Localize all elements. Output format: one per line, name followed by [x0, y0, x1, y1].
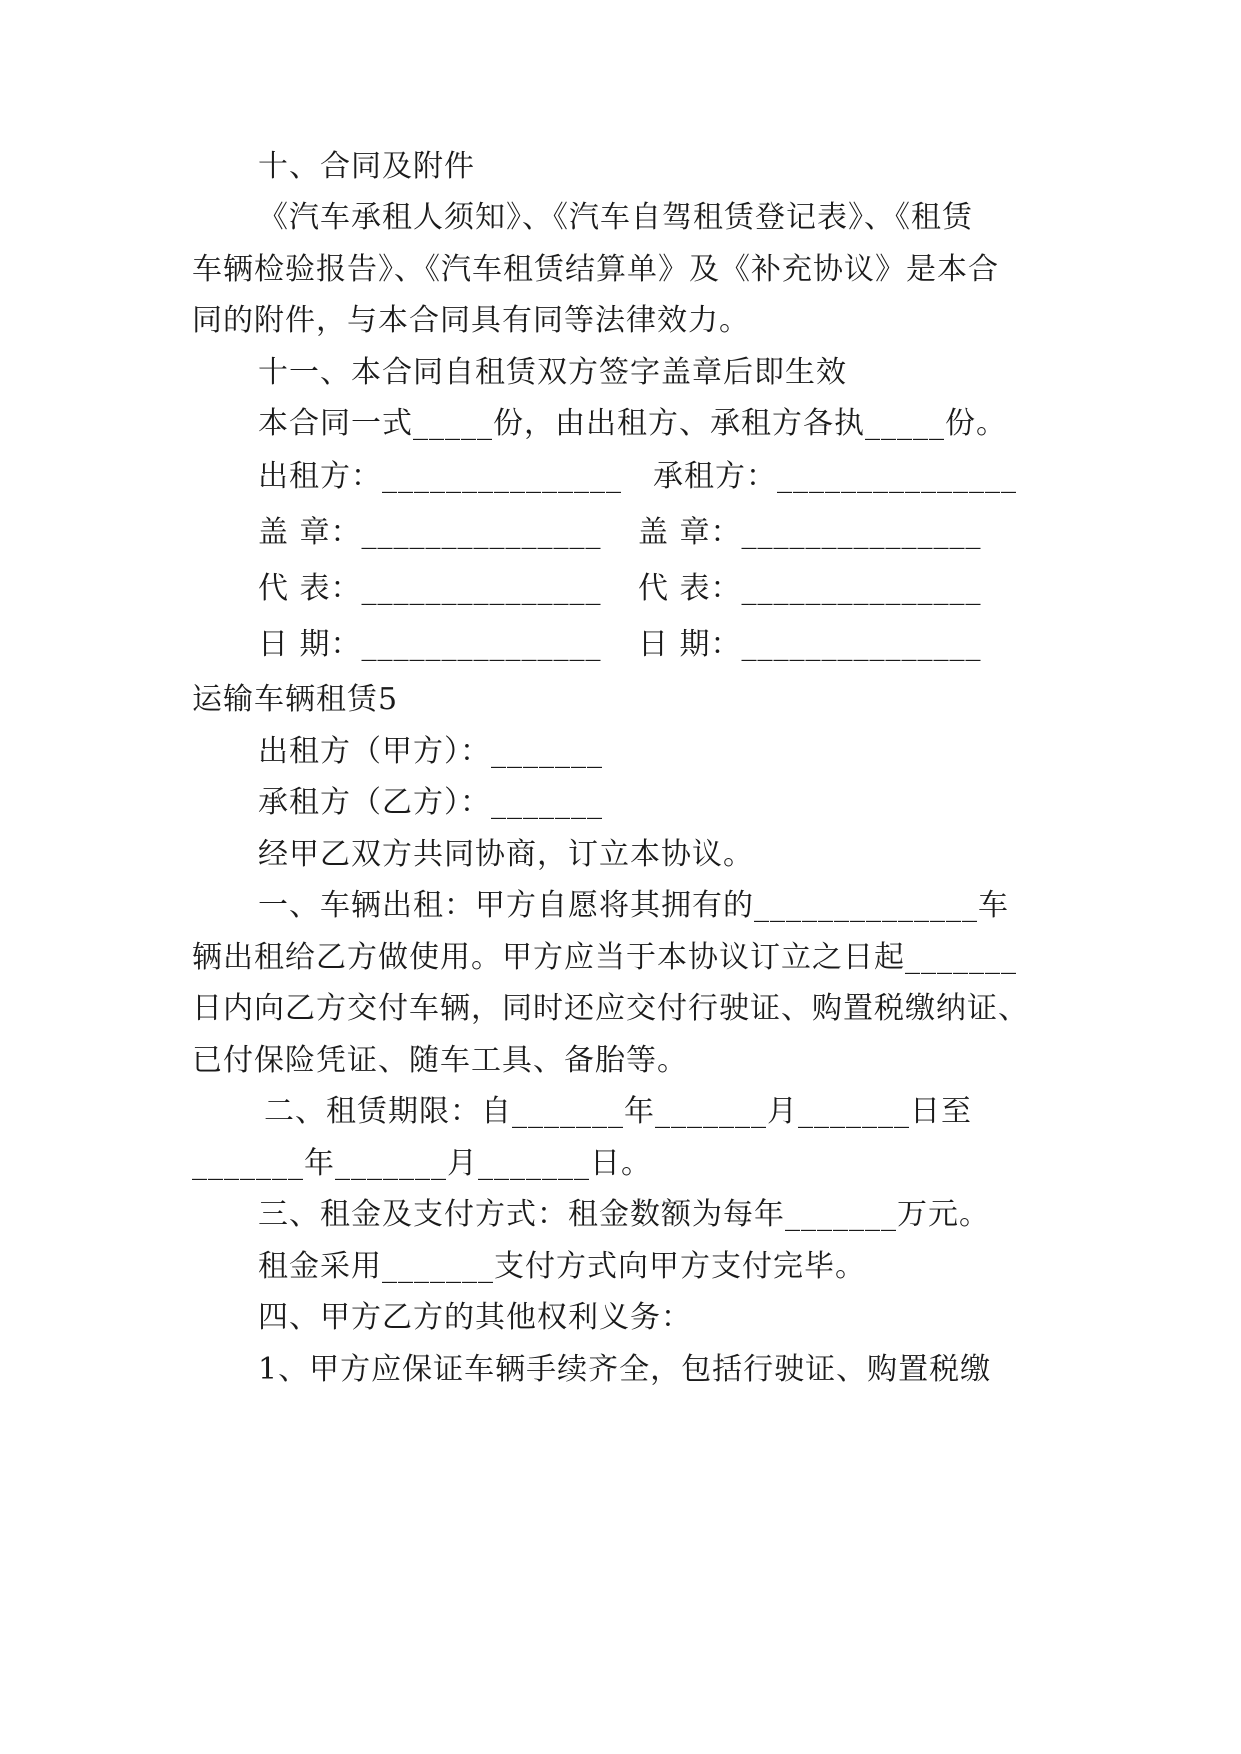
document-title: 运输车辆租赁5 — [192, 682, 399, 717]
signature-rep-left: 代 表：_______________ — [258, 571, 602, 606]
signature-lessee: 承租方：_______________ — [653, 459, 1017, 494]
signature-date-right: 日 期：_______________ — [638, 627, 982, 662]
paragraph-line: 同的附件，与本合同具有同等法律效力。 — [192, 303, 750, 338]
clause-2-line: 二、租赁期限：自_______年_______月_______日至 — [264, 1094, 972, 1129]
clause-1-line: 辆出租给乙方做使用。甲方应当于本协议订立之日起_______ — [192, 940, 1017, 975]
paragraph-line: 经甲乙双方共同协商，订立本协议。 — [258, 837, 754, 872]
party-a-line: 出租方（甲方）：_______ — [258, 734, 603, 769]
clause-1-line: 已付保险凭证、随车工具、备胎等。 — [192, 1043, 688, 1078]
clause-3-line: 租金采用_______支付方式向甲方支付完毕。 — [258, 1249, 866, 1284]
signature-seal-left: 盖 章：_______________ — [258, 515, 602, 550]
signature-lessor: 出租方：_______________ — [258, 459, 622, 494]
signature-date-left: 日 期：_______________ — [258, 627, 602, 662]
signature-seal-right: 盖 章：_______________ — [638, 515, 982, 550]
clause-4-heading: 四、甲方乙方的其他权利义务： — [258, 1300, 692, 1335]
paragraph-line: 本合同一式_____份，由出租方、承租方各执_____份。 — [258, 406, 1007, 441]
clause-1-line: 日内向乙方交付车辆，同时还应交付行驶证、购置税缴纳证、 — [192, 991, 1029, 1026]
clause-3-line: 三、租金及支付方式：租金数额为每年_______万元。 — [258, 1197, 990, 1232]
clause-4-item: 1、甲方应保证车辆手续齐全，包括行驶证、购置税缴 — [258, 1352, 992, 1387]
clause-1-line: 一、车辆出租：甲方自愿将其拥有的______________车 — [258, 888, 1009, 923]
section-heading-11: 十一、本合同自租赁双方签字盖章后即生效 — [258, 355, 847, 390]
party-b-line: 承租方（乙方）：_______ — [258, 785, 603, 820]
paragraph-line: 车辆检验报告》、《汽车租赁结算单》及《补充协议》是本合 — [192, 252, 999, 287]
section-heading-10: 十、合同及附件 — [258, 149, 475, 184]
signature-rep-right: 代 表：_______________ — [638, 571, 982, 606]
paragraph-line: 《汽车承租人须知》、《汽车自驾租赁登记表》、《租赁 — [258, 200, 973, 235]
clause-2-line: _______年_______月_______日。 — [192, 1146, 652, 1181]
